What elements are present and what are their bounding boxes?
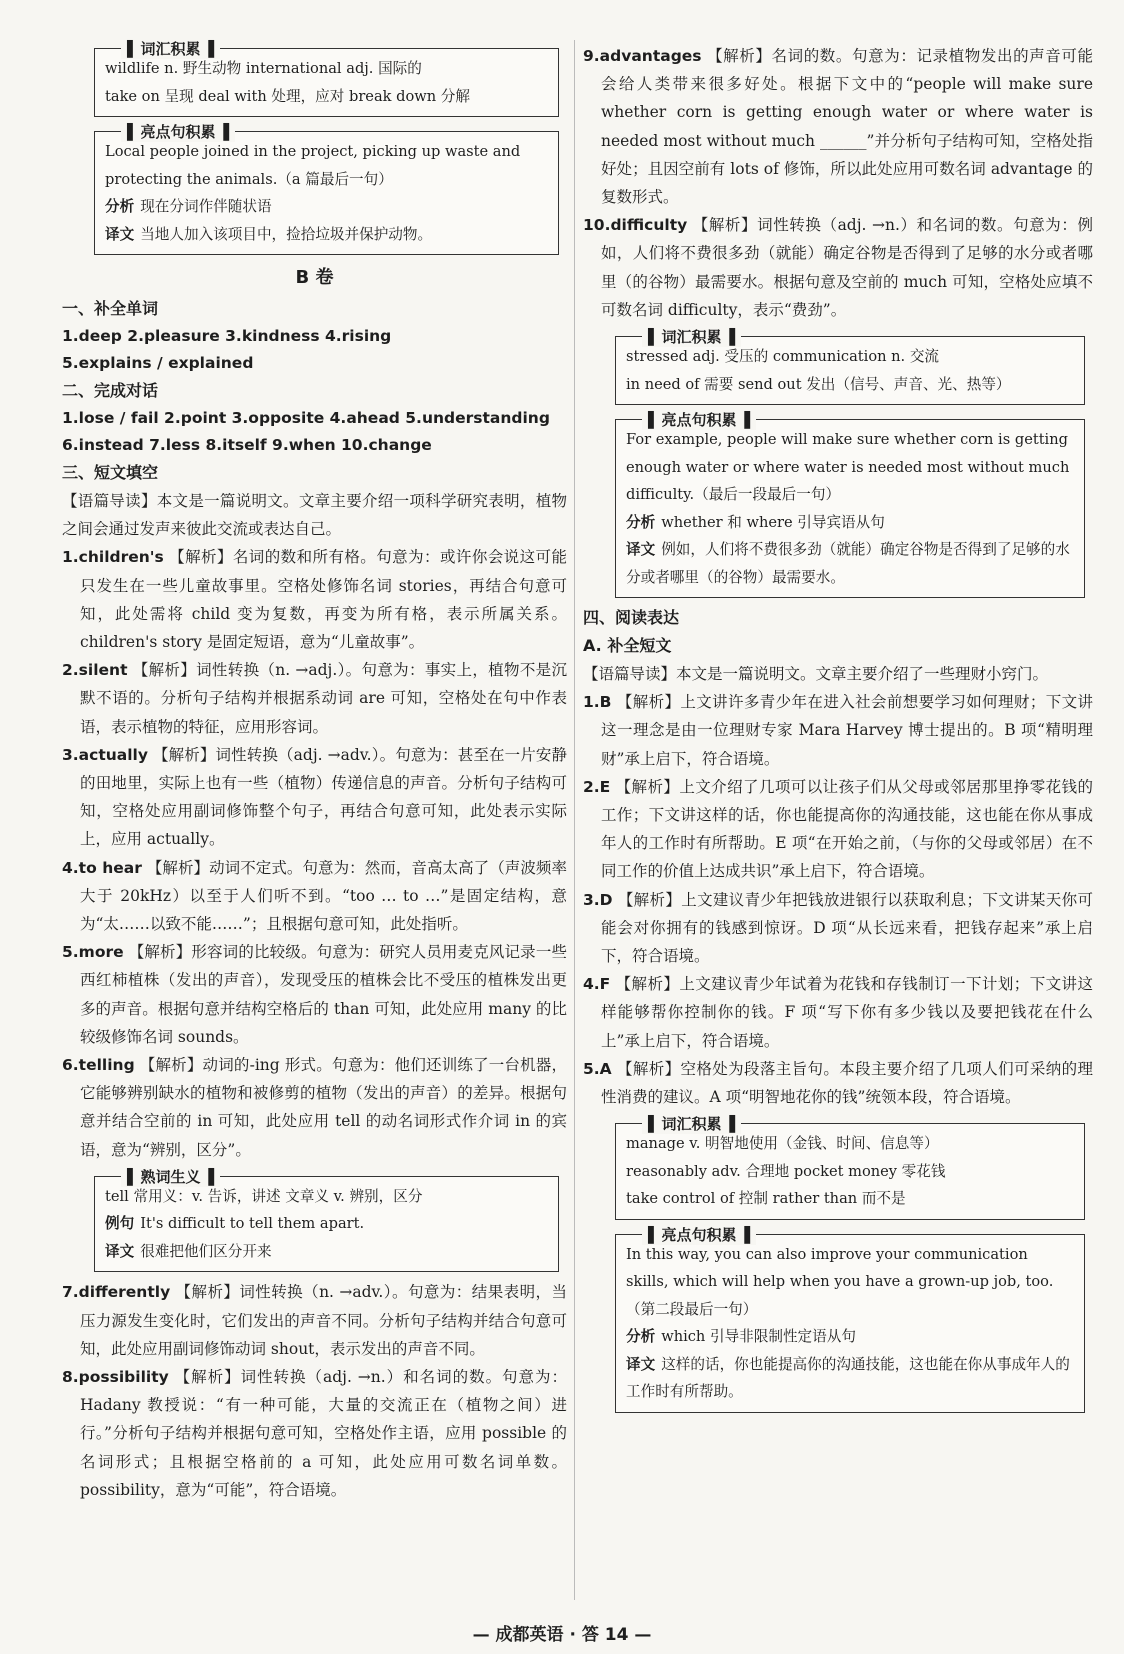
- vocab-box-3: [615, 1115, 1085, 1220]
- answer-key: 6.telling: [62, 1056, 135, 1075]
- answer-explanation: 【解析】词性转换（adj. →n.）和名词的数。句意为：Hadany 教授说：“有一种可能，大量的交流正在（植物之间）进行。”分析句子结构并根据句意可知，空格处作主语，应用 possible 的名词形式；且根据空格前的 a 可知，此处应用可数名词单数。possibility，意为“可能”，符合语境。: [80, 1367, 567, 1499]
- vocab-line: take control of 控制 rather than 而不是: [626, 1190, 906, 1208]
- translation-label: 译文: [626, 1355, 656, 1373]
- answer-explanation: 【解析】形容词的比较级。句意为：研究人员用麦克风记录一些西红柿植株（发出的声音），发现受压的植株会比不受压的植株发出更多的声音。根据句意并结构空格后的 than 可知，此处应用 many 的比较级修饰名词 sounds。: [80, 943, 567, 1046]
- answer-key: 10.difficulty: [583, 216, 688, 235]
- answer-explanation: 【解析】动词的-ing 形式。句意为：他们还训练了一台机器，它能够辨别缺水的植物和被修剪的植物（发出的声音）的差异。根据句意并结合空前的 in 可知，此处应用 tell 的动名词形式作介词 in 的宾语，意为“辨别，区分”。: [80, 1056, 567, 1159]
- box-tag: ▌ 词汇积累 ▐: [121, 38, 220, 59]
- answer-item: [62, 656, 567, 741]
- part1-answers: 1.deep 2.pleasure 3.kindness 4.rising: [62, 327, 392, 345]
- vocab-line: stressed adj. 受压的 communication n. 交流: [626, 348, 940, 366]
- vocab-line: wildlife n. 野生动物 international adj. 国际的: [105, 60, 422, 77]
- analysis-text: 现在分词作伴随状语: [140, 198, 272, 215]
- box-tag: ▌ 词汇积累 ▐: [642, 1113, 741, 1134]
- answer-key: 5.more: [62, 943, 124, 962]
- translation-label: 译文: [105, 1242, 135, 1260]
- answer-explanation: 【解析】词性转换（adj. →adv.）。句意为：甚至在一片安静的田地里，实际上也有一些（植物）传递信息的声音。分析句子结构可知，空格处应用副词修饰整个句子，再结合句意可知，此处表示实际上，应用 actually。: [80, 745, 567, 849]
- answer-explanation: 【解析】词性转换（n. →adv.）。句意为：结果表明，当压力源发生变化时，它们发出的声音不同。分析句子结构并结合句意可知，此处应用副词修饰动词 shout，表示发出的声音不同。: [80, 1283, 567, 1358]
- answer-explanation: 【解析】名词的数和所有格。句意为：或许你会说这可能只发生在一些儿童故事里。空格处修饰名词 stories，再结合句意可知，此处需将 child 变为复数，再变为所有格，表示所属关系。children's story 是固定短语，意为“儿童故事”。: [80, 548, 567, 652]
- vocab-line: reasonably adv. 合理地 pocket money 零花钱: [626, 1162, 946, 1180]
- answer-key: 3.actually: [62, 745, 148, 764]
- answer-key: 4.to hear: [62, 858, 142, 877]
- answer-explanation: 【解析】动词不定式。句意为：然而，音高太高了（声波频率大于 20kHz）以至于人们听不到。“too … to …”是固定结构，意为“太……以致不能……”；且根据句意可知，此处指听。: [80, 858, 567, 934]
- answer-key: 1.children's: [62, 548, 164, 567]
- translation-label: 译文: [105, 225, 135, 243]
- answer-item: [583, 688, 1093, 773]
- answer-item: [62, 854, 567, 939]
- translation-text: 很难把他们区分开来: [140, 1242, 272, 1260]
- vocab-line: in need of 需要 send out 发出（信号、声音、光、热等）: [626, 375, 1011, 393]
- analysis-label: 分析: [626, 513, 656, 531]
- sentence-box-3: [615, 1225, 1085, 1413]
- answer-explanation: 【解析】上文讲许多青少年在进入社会前想要学习如何理财；下文讲这一理念是由一位理财专家 Mara Harvey 博士提出的。B 项“精明理财”承上启下，符合语境。: [601, 693, 1093, 768]
- part2-answers: 1.lose / fail 2.point 3.opposite 4.ahead 5.understanding: [62, 409, 550, 427]
- sentence-box-2: [615, 411, 1085, 598]
- vocab-box-1: [94, 40, 559, 117]
- answer-key: 7.differently: [62, 1283, 171, 1302]
- part4-subtitle: A. 补全短文: [583, 636, 672, 656]
- answer-item: [62, 1278, 567, 1363]
- box-tag: ▌ 词汇积累 ▐: [642, 326, 741, 347]
- column-divider: [574, 40, 575, 1600]
- translation-text: 这样的话，你也能提高你的沟通技能，这也能在你从事成年人的工作时有所帮助。: [626, 1355, 1070, 1401]
- box-tag: ▌ 熟词生义 ▐: [121, 1166, 220, 1187]
- answer-item: [62, 1363, 567, 1504]
- box-tag: ▌ 亮点句积累 ▐: [642, 409, 756, 430]
- section-b-title: B 卷: [295, 267, 334, 288]
- part2-title: 二、完成对话: [62, 381, 159, 400]
- part2-answers: 6.instead 7.less 8.itself 9.when 10.change: [62, 436, 432, 454]
- analysis-label: 分析: [626, 1328, 656, 1346]
- answer-explanation: 【解析】空格处为段落主旨句。本段主要介绍了几项人们可采纳的理性消费的建议。A 项“明智地花你的钱”统领本段，符合语境。: [601, 1059, 1093, 1107]
- answer-item: [62, 741, 567, 854]
- box-tag: ▌ 亮点句积累 ▐: [121, 121, 235, 142]
- part3-title: 三、短文填空: [62, 463, 159, 482]
- box-tag: ▌ 亮点句积累 ▐: [642, 1224, 756, 1245]
- answer-key: 1.B: [583, 693, 612, 712]
- answer-key: 9.advantages: [583, 47, 702, 65]
- answer-item: [583, 42, 1093, 211]
- guide-text: 【语篇导读】本文是一篇说明文。文章主要介绍一项科学研究表明，植物之间会通过发声来彼此交流或表达自己。: [62, 492, 567, 539]
- page-footer: — 成都英语 · 答 14 —: [472, 1625, 652, 1645]
- vocab-box-2: [615, 328, 1085, 405]
- example-text: It's difficult to tell them apart.: [140, 1215, 365, 1233]
- answer-explanation: 【解析】上文介绍了几项可以让孩子们从父母或邻居那里挣零花钱的工作；下文讲这样的话，你也能提高你的沟通技能，这也能在你从事成年人的工作时有所帮助。E 项“在开始之前，（与你的父母或邻居）在不同工作的价值上达成共识”承上启下，符合语境。: [601, 777, 1093, 881]
- part1-answers: 5.explains / explained: [62, 354, 254, 372]
- answer-item: [583, 773, 1093, 886]
- answer-key: 5.A: [583, 1059, 612, 1078]
- translation-label: 译文: [626, 541, 656, 559]
- answer-item: [62, 543, 567, 656]
- answer-explanation: 【解析】上文建议青少年试着为花钱和存钱制订一下计划；下文讲这样能够帮你控制你的钱。F 项“写下你有多少钱以及要把钱花在什么上”承上启下，符合语境。: [601, 975, 1093, 1050]
- answer-item: [62, 938, 567, 1051]
- sentence-text: Local people joined in the project, picking up waste and protecting the animals.（a 篇最后一句）: [105, 143, 521, 188]
- analysis-text: which 引导非限制性定语从句: [661, 1328, 856, 1346]
- answer-key: 2.E: [583, 777, 611, 796]
- word-meaning-line: tell 常用义：v. 告诉，讲述 文章义 v. 辨别，区分: [105, 1187, 423, 1205]
- part4-title: 四、阅读表达: [583, 608, 680, 628]
- answer-explanation: 【解析】名词的数。句意为：记录植物发出的声音可能会给人类带来很多好处。根据下文中的“people will make sure whether corn is getting enough water or where water is needed most without much ______”并分析句子结构可知，空格处指好处；且因空前有 lots of 修饰，所以此处应用可数名词 advantage 的复数形式。: [601, 47, 1093, 207]
- answer-explanation: 【解析】词性转换（n. →adj.）。句意为：事实上，植物不是沉默不语的。分析句子结构并根据系动词 are 可知，空格处在句中作表语，表示植物的特征，应用形容词。: [80, 661, 567, 736]
- right-column: [583, 42, 1093, 1419]
- sentence-text: For example, people will make sure whether corn is getting enough water or where water is needed most without much difficulty.（最后一段最后一句）: [626, 431, 1070, 504]
- answer-key: 3.D: [583, 890, 613, 909]
- example-label: 例句: [105, 1215, 135, 1233]
- part1-title: 一、补全单词: [62, 299, 159, 318]
- sentence-text: In this way, you can also improve your communication skills, which will help when you have a grown-up job, too.（第二段最后一句）: [626, 1245, 1054, 1318]
- analysis-label: 分析: [105, 198, 135, 215]
- answer-explanation: 【解析】词性转换（adj. →n.）和名词的数。句意为：例如，人们将不费很多劲（就能）确定谷物是否得到了足够的水分或者哪里（的谷物）最需要水。根据句意及空前的 much 可知，空格处应填不可数名词 difficulty，表示“费劲”。: [601, 216, 1093, 319]
- sentence-box-1: [94, 123, 559, 255]
- answer-item: [62, 1051, 567, 1164]
- answer-item: [583, 211, 1093, 324]
- translation-text: 当地人加入该项目中，捡拾垃圾并保护动物。: [140, 225, 433, 243]
- answer-explanation: 【解析】上文建议青少年把钱放进银行以获取利息；下文讲某天你可能会对你拥有的钱感到惊讶。D 项“从长远来看，把钱存起来”承上启下，符合语境。: [601, 890, 1093, 966]
- answer-item: [583, 1055, 1093, 1111]
- left-column: [62, 42, 567, 1504]
- vocab-line: take on 呈现 deal with 处理，应对 break down 分解: [105, 87, 470, 105]
- answer-item: [583, 886, 1093, 971]
- analysis-text: whether 和 where 引导宾语从句: [661, 513, 885, 531]
- guide-text: 【语篇导读】本文是一篇说明文。文章主要介绍了一些理财小窍门。: [583, 665, 1049, 684]
- vocab-line: manage v. 明智地使用（金钱、时间、信息等）: [626, 1135, 939, 1153]
- answer-item: [583, 970, 1093, 1055]
- answer-key: 4.F: [583, 975, 611, 994]
- answer-key: 8.possibility: [62, 1367, 169, 1386]
- translation-text: 例如，人们将不费很多劲（就能）确定谷物是否得到了足够的水分或者哪里（的谷物）最需要水。: [626, 541, 1070, 586]
- answer-key: 2.silent: [62, 661, 128, 680]
- word-meaning-box: [94, 1167, 559, 1273]
